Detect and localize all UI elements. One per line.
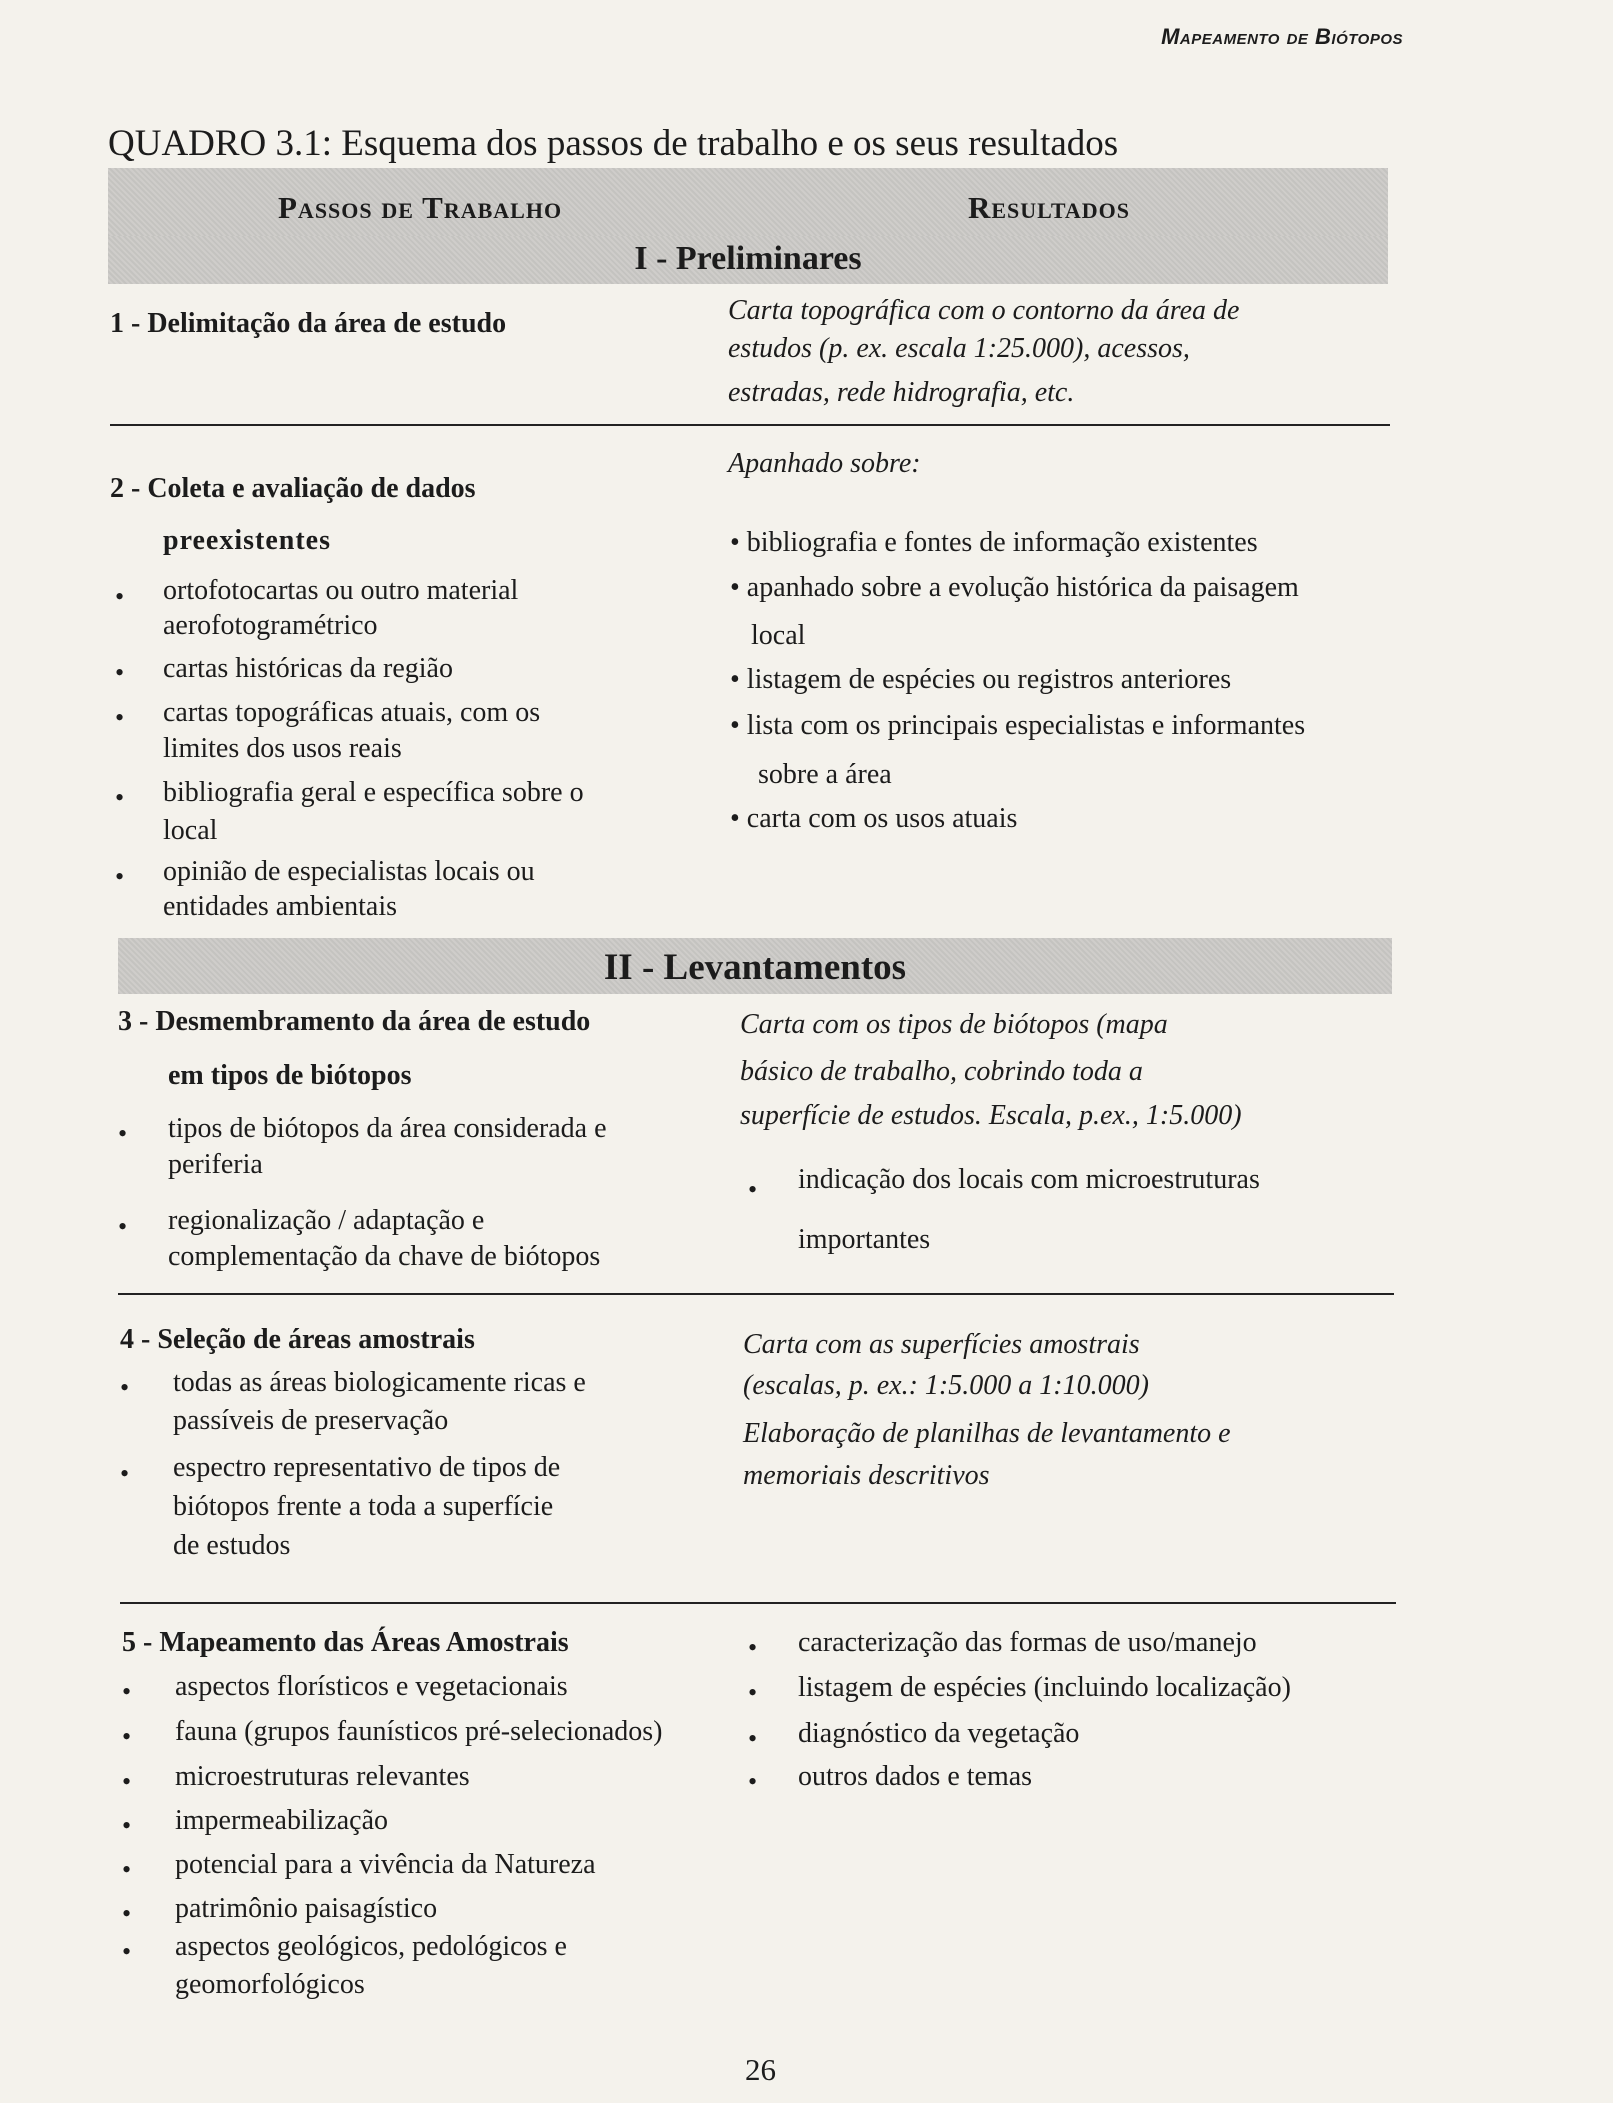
running-head: Mapeamento de Biótopos (1161, 24, 1403, 49)
step-2-item: aerofotogramétrico (163, 610, 378, 641)
divider (118, 1293, 1394, 1295)
step-5-result: outros dados e temas (798, 1761, 1033, 1792)
step-2-item: cartas topográficas atuais, com os (163, 697, 541, 728)
step-5-item: geomorfológicos (175, 1969, 365, 2000)
column-header-results: Resultados (968, 190, 1131, 225)
divider (120, 1602, 1396, 1604)
step-2-result: • listagem de espécies ou registros anteriores (730, 664, 1232, 695)
step-2-item: limites dos usos reais (163, 733, 402, 764)
step-2-title-cont: preexistentes (163, 525, 331, 556)
step-3-item: complementação da chave de biótopos (168, 1241, 601, 1272)
step-2-result: • lista com os principais especialistas e informantes (730, 710, 1306, 741)
bullet: • (115, 703, 125, 732)
step-5-result: diagnóstico da vegetação (798, 1718, 1080, 1749)
section-band-preliminares (108, 236, 1388, 284)
step-2-result: sobre a área (758, 759, 892, 790)
bullet: • (748, 1175, 758, 1204)
step-2-item: opinião de especialistas locais ou (163, 856, 535, 887)
step-2-result-intro: Apanhado sobre: (728, 448, 921, 479)
bullet: • (748, 1633, 758, 1662)
bullet: • (122, 1811, 132, 1840)
bullet: • (122, 1937, 132, 1966)
bullet: • (118, 1212, 128, 1241)
step-1-result-line: Carta topográfica com o contorno da área de (728, 295, 1240, 326)
column-header-band (108, 168, 1388, 236)
step-3-result-line: superfície de estudos. Escala, p.ex., 1:5.000) (740, 1100, 1242, 1131)
step-3-item: periferia (168, 1149, 263, 1180)
step-2-item: cartas históricas da região (163, 653, 453, 684)
step-4-result-line: Elaboração de planilhas de levantamento e (743, 1418, 1231, 1449)
bullet: • (122, 1767, 132, 1796)
step-3-title: 3 - Desmembramento da área de estudo (118, 1006, 591, 1037)
section-band-levantamentos (118, 938, 1392, 994)
step-5-item: patrimônio paisagístico (175, 1893, 438, 1924)
step-3-result-line: Carta com os tipos de biótopos (mapa (740, 1009, 1168, 1040)
step-2-item: entidades ambientais (163, 891, 398, 922)
step-3-title-cont: em tipos de biótopos (168, 1060, 412, 1091)
column-header-steps: Passos de Trabalho (278, 190, 563, 225)
section-title: I - Preliminares (634, 240, 862, 277)
step-4-item: biótopos frente a toda a superfície (173, 1491, 554, 1522)
divider (110, 424, 1390, 426)
step-4-item: todas as áreas biologicamente ricas e (173, 1367, 586, 1398)
step-4-item: espectro representativo de tipos de (173, 1452, 561, 1483)
step-5-item: aspectos geológicos, pedológicos e (175, 1931, 567, 1962)
bullet: • (120, 1459, 130, 1488)
step-5-result: listagem de espécies (incluindo localização) (798, 1672, 1291, 1703)
bullet: • (748, 1767, 758, 1796)
step-2-item: bibliografia geral e específica sobre o (163, 777, 584, 808)
bullet: • (118, 1119, 128, 1148)
step-5-item: fauna (grupos faunísticos pré-selecionados) (175, 1716, 663, 1747)
step-3-item: regionalização / adaptação e (168, 1205, 485, 1236)
step-5-result: caracterização das formas de uso/manejo (798, 1627, 1257, 1658)
step-5-item: microestruturas relevantes (175, 1761, 470, 1792)
step-4-result-line: memoriais descritivos (743, 1460, 990, 1491)
step-2-title: 2 - Coleta e avaliação de dados (110, 473, 476, 504)
step-5-item: aspectos florísticos e vegetacionais (175, 1671, 568, 1702)
step-4-item: passíveis de preservação (173, 1405, 449, 1436)
step-3-result-item: indicação dos locais com microestruturas (798, 1164, 1260, 1195)
step-3-result-line: básico de trabalho, cobrindo toda a (740, 1056, 1143, 1087)
table-title: QUADRO 3.1: Esquema dos passos de trabalho e os seus resultados (108, 123, 1119, 164)
section-title: II - Levantamentos (603, 947, 907, 988)
step-5-title: 5 - Mapeamento das Áreas Amostrais (122, 1627, 569, 1658)
step-3-result-item: importantes (798, 1224, 931, 1255)
step-2-result: • apanhado sobre a evolução histórica da paisagem (730, 572, 1299, 603)
step-2-result: local (751, 620, 806, 651)
step-4-title: 4 - Seleção de áreas amostrais (120, 1324, 475, 1355)
bullet: • (122, 1722, 132, 1751)
step-4-result-line: (escalas, p. ex.: 1:5.000 a 1:10.000) (743, 1370, 1149, 1401)
bullet: • (115, 783, 125, 812)
bullet: • (120, 1373, 130, 1402)
bullet: • (748, 1678, 758, 1707)
step-4-item: de estudos (173, 1530, 291, 1561)
step-3-item: tipos de biótopos da área considerada e (168, 1113, 607, 1144)
step-2-result: • bibliografia e fontes de informação existentes (730, 527, 1258, 558)
bullet: • (122, 1855, 132, 1884)
bullet: • (115, 658, 125, 687)
step-1-result-line: estradas, rede hidrografia, etc. (728, 377, 1075, 408)
step-2-item: ortofotocartas ou outro material (163, 575, 519, 606)
step-2-result: • carta com os usos atuais (730, 803, 1018, 834)
bullet: • (115, 582, 125, 611)
bullet: • (122, 1899, 132, 1928)
step-4-result-line: Carta com as superfícies amostrais (743, 1329, 1140, 1360)
page-number: 26 (745, 2052, 776, 2087)
bullet: • (748, 1724, 758, 1753)
step-1-result-line: estudos (p. ex. escala 1:25.000), acessos, (728, 333, 1190, 364)
step-5-item: potencial para a vivência da Natureza (175, 1849, 596, 1880)
step-1-title: 1 - Delimitação da área de estudo (110, 308, 507, 339)
step-5-item: impermeabilização (175, 1805, 388, 1836)
bullet: • (115, 862, 125, 891)
step-2-item: local (163, 815, 218, 846)
bullet: • (122, 1677, 132, 1706)
